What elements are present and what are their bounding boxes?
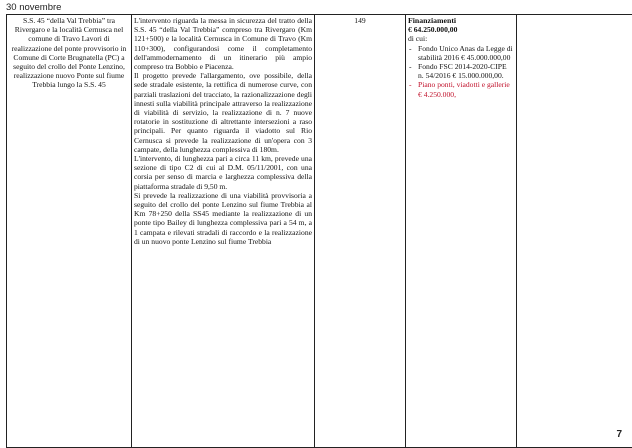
description-paragraph-4: Si prevede la realizzazione di una viabilità provvisoria a seguito del crollo del ponte Lenzino sul fiume Trebbia al Km 78+250 della SS45 mediante la realizzazione di un ponte tipo Bailey di lunghezza complessiva pari a 54 m, a 1 campata e rilevati stradali di raccordo e la realizzazione di un nuovo ponte Lenzino sul fiume Trebbia xyxy=(134,190,312,246)
location-cell xyxy=(7,15,132,448)
description-cell xyxy=(132,15,315,448)
page-header-date: 30 novembre xyxy=(6,2,62,13)
location-text: S.S. 45 “della Val Trebbia” tra Rivergaro e la località Cernusca nel comune di Travo Lavori di realizzazione del ponte provvisorio in Comune di Corte Brugnatella (PC) a seguito del crollo del Ponte Lenzino, realizzazione nuovo Ponte sul fiume Trebbia lungo la S.S. 45 xyxy=(11,16,127,90)
financing-item: - Fondo FSC 2014-2020-CIPE n. 54/2016 € 15.000.000,00. xyxy=(408,62,514,80)
financing-list xyxy=(408,44,514,99)
financing-total: € 64.250.000,00 xyxy=(408,25,458,35)
amount-value: 149 xyxy=(354,16,366,25)
description-paragraph-3: L'intervento, di lunghezza pari a circa 11 km, prevede una sezione di tipo C2 di cui al D.M. 05/11/2001, con una corsia per senso di marcia e larghezza complessiva della piattaforma stradale di 9,50 m. xyxy=(134,154,312,191)
amount-cell xyxy=(315,15,406,448)
financing-item-highlighted: - Piano ponti, viadotti e gallerie € 4.250.000, xyxy=(408,80,514,98)
description-paragraph-1: L'intervento riguarda la messa in sicurezza del tratto della S.S. 45 “della Val Trebbia” compreso tra Rivergaro (Km 121+500) e la località Cernusca in Comune di Travo (Km 110+300), configurandosi come il completamento dell'ammodernamento di un itinerario più ampio compreso tra Bobbio e Piacenza. xyxy=(134,16,312,72)
description-paragraph-2: Il progetto prevede l'allargamento, ove possibile, della sede stradale esistente, la rettifica di numerose curve, con parziali traslazioni del tracciato, la razionalizzazione degli innesti sulla viabilità principale attraverso la realizzazione di viabilità di servizio, la realizzazione di n. 7 nuove rotatorie in sostituzione di altrettante intersezioni a raso principali. Per quanto riguarda il viadotto sul Rio Cernusca si prevede la realizzazione di un'opera con 3 campate, della lunghezza complessiva di 180m. xyxy=(134,71,312,154)
interventions-table xyxy=(6,14,632,448)
financing-of-which: di cui: xyxy=(408,34,428,44)
page-number: 7 xyxy=(616,429,622,440)
financing-cell xyxy=(406,15,517,448)
financing-item: - Fondo Unico Anas da Legge di stabilità 2016 € 45.000.000,00 xyxy=(408,44,514,62)
financing-title: Finanziamenti xyxy=(408,16,457,25)
table-row xyxy=(7,15,632,448)
notes-cell xyxy=(517,15,632,448)
